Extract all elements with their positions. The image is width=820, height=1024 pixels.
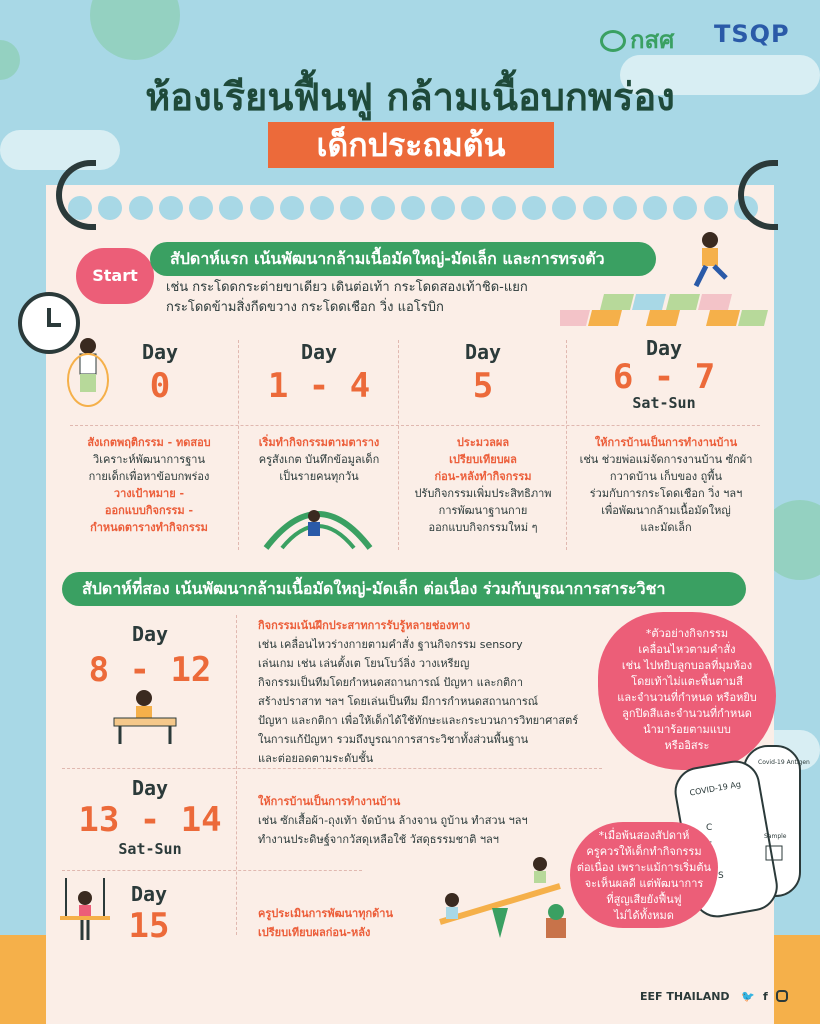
day-8-12-header: Day 8 - 12: [88, 622, 212, 690]
notepad-holes: [68, 196, 758, 222]
studying-child-illustration: [110, 688, 180, 746]
start-badge: Start: [76, 248, 154, 304]
test-kit-s: S: [718, 871, 724, 881]
swing-girl-illustration: [60, 878, 110, 944]
day-13-14-description: ให้การบ้านเป็นการทำงานบ้าน เช่น ซักเสื้อผ้า-ถุงเท้า จัดบ้าน ล้างจาน ถูบ้าน ทำสวน ฯลฯ ทำงานประดิษฐ์จากวัสดุเหลือใช้ วัสดุธรรมชาติ ฯลฯ: [258, 795, 528, 846]
hopping-boy-illustration: [680, 230, 740, 290]
row-divider: [62, 870, 362, 871]
virus-decoration-top: [90, 0, 180, 60]
week1-desc-line1: เช่น กระโดดกระต่ายขาเดียว เดินต่อเท้า กระโดดสองเท้าชิด-แยก: [166, 280, 528, 295]
day-5-description: ประมวลผล เปรียบเทียบผล ก่อน-หลังทำกิจกรรม ปรับกิจกรรมเพิ่มประสิทธิภาพ การพัฒนาฐานกาย ออกแบบกิจกรรมใหม่ ๆ: [414, 436, 552, 534]
notepad-sheet-bottom: [46, 935, 774, 1024]
week1-banner: สัปดาห์แรก เน้นพัฒนากล้ามเนื้อมัดใหญ่-มัดเล็ก และการทรงตัว: [150, 242, 656, 276]
week2-banner: สัปดาห์ที่สอง เน้นพัฒนากล้ามเนื้อมัดใหญ่-มัดเล็ก ต่อเนื่อง ร่วมกับบูรณาการสาระวิชา: [62, 572, 746, 606]
day-0-header: Day 0: [141, 340, 179, 406]
test-kit-c: C: [706, 823, 713, 833]
week1-desc-line2: กระโดดข้ามสิ่งกีดขวาง กระโดดเชือก วิ่ง แอโรบิก: [166, 300, 444, 315]
facebook-icon[interactable]: f: [762, 990, 768, 1003]
day-1-4-description: เริ่มทำกิจกรรมตามตาราง ครูสังเกต บันทึกข้อมูลเด็ก เป็นรายคนทุกวัน: [258, 436, 380, 483]
test-kit-sample: Sample: [764, 833, 787, 840]
day-13-14-header: Day 13 - 14 Sat-Sun: [78, 776, 222, 858]
day-15-description: ครูประเมินการพัฒนาทุกด้าน เปรียบเทียบผลก่อน-หลัง: [258, 907, 393, 939]
continuation-note: *เมื่อพ้นสองสัปดาห์ ครูควรให้เด็กทำกิจกรรม ต่อเนื่อง เพราะแม้การเริ่มต้น จะเห็นผลดี แต่พัฒนาการ ที่สูญเสียยังฟื้นฟู ไม่ได้ทั้งหมด: [570, 822, 718, 928]
page-title: ห้องเรียนฟื้นฟู กล้ามเนื้อบกพร่อง: [145, 75, 675, 119]
day-1-4-header: Day 1 - 4: [267, 340, 371, 406]
day-6-7-header: Day 6 - 7 Sat-Sun: [612, 336, 716, 412]
twitter-icon[interactable]: 🐦: [741, 990, 756, 1003]
tsqp-logo: TSQP: [714, 20, 790, 48]
activity-example-note: *ตัวอย่างกิจกรรม เคลื่อนไหวตามคำสั่ง เช่น ไปหยิบลูกบอลที่มุมห้อง โดยเท้าไม่แตะพื้นตามสี และจำนวนที่กำหนด หรือหยิบ ลูกปิดสีและจำนวนที่กำหนด นำมาร้อยตามแบบ หรืออิสระ: [598, 612, 776, 770]
row-divider: [62, 768, 602, 769]
day-15-header: Day 15: [128, 882, 170, 946]
seesaw-children-illustration: [430, 852, 580, 944]
monkey-bars-illustration: [258, 490, 378, 550]
footer: [640, 990, 788, 1003]
column-divider: [236, 615, 237, 935]
page-subtitle: เด็กประถมต้น: [268, 122, 554, 168]
day-6-7-description: ให้การบ้านเป็นการทำงานบ้าน เช่น ช่วยพ่อแม่จัดการงานบ้าน ซักผ้า กวาดบ้าน เก็บของ ถูพื้น ร่วมกับการกระโดดเชือก วิ่ง ฯลฯ เพื่อพัฒนากล้ามเนื้อมัดใหญ่ และมัดเล็ก: [579, 436, 753, 534]
day-0-description: สังเกตพฤติกรรม - ทดสอบ วิเคราะห์พัฒนาการฐาน กายเด็กเพื่อหาข้อบกพร่อง วางเป้าหมาย - ออกแบบกิจกรรม - กำหนดตารางทำกิจกรรม: [87, 436, 211, 534]
test-kit-label: Covid-19 Antigen: [758, 759, 810, 766]
day-5-header: Day 5: [464, 340, 502, 406]
instagram-icon[interactable]: [776, 990, 788, 1002]
row-divider: [70, 425, 760, 426]
cloud-decoration: [0, 130, 120, 170]
eef-logo: กสศ: [600, 20, 674, 59]
jump-rope-girl-illustration: [64, 336, 110, 408]
day-8-12-description: กิจกรรมเน้นฝึกประสาทการรับรู้หลายช่องทาง เช่น เคลื่อนไหวร่างกายตามคำสั่ง ฐานกิจกรรม sensory เล่นเกม เช่น เล่นตั้งเต โยนโบว์ลิ่ง วางเหรียญ กิจกรรมเป็นทีมโดยกำหนดสถานการณ์ ปัญหา และกติกา สร้างปราสาท ฯลฯ โดยเล่นเป็นทีม มีการกำหนดสถานการณ์ ปัญหา และกติกา เพื่อให้เด็กได้ใช้ทักษะและกระบวนการวิทยาศาสตร์ ในการแก้ปัญหา รวมถึงบูรณาการสาระวิชาทั้งส่วนพื้นฐาน และต่อยอดตามระดับชั้น: [258, 619, 579, 765]
footer-org: EEF THAILAND: [640, 990, 730, 1003]
test-kit-brand: COVID-19 Ag: [688, 779, 742, 798]
